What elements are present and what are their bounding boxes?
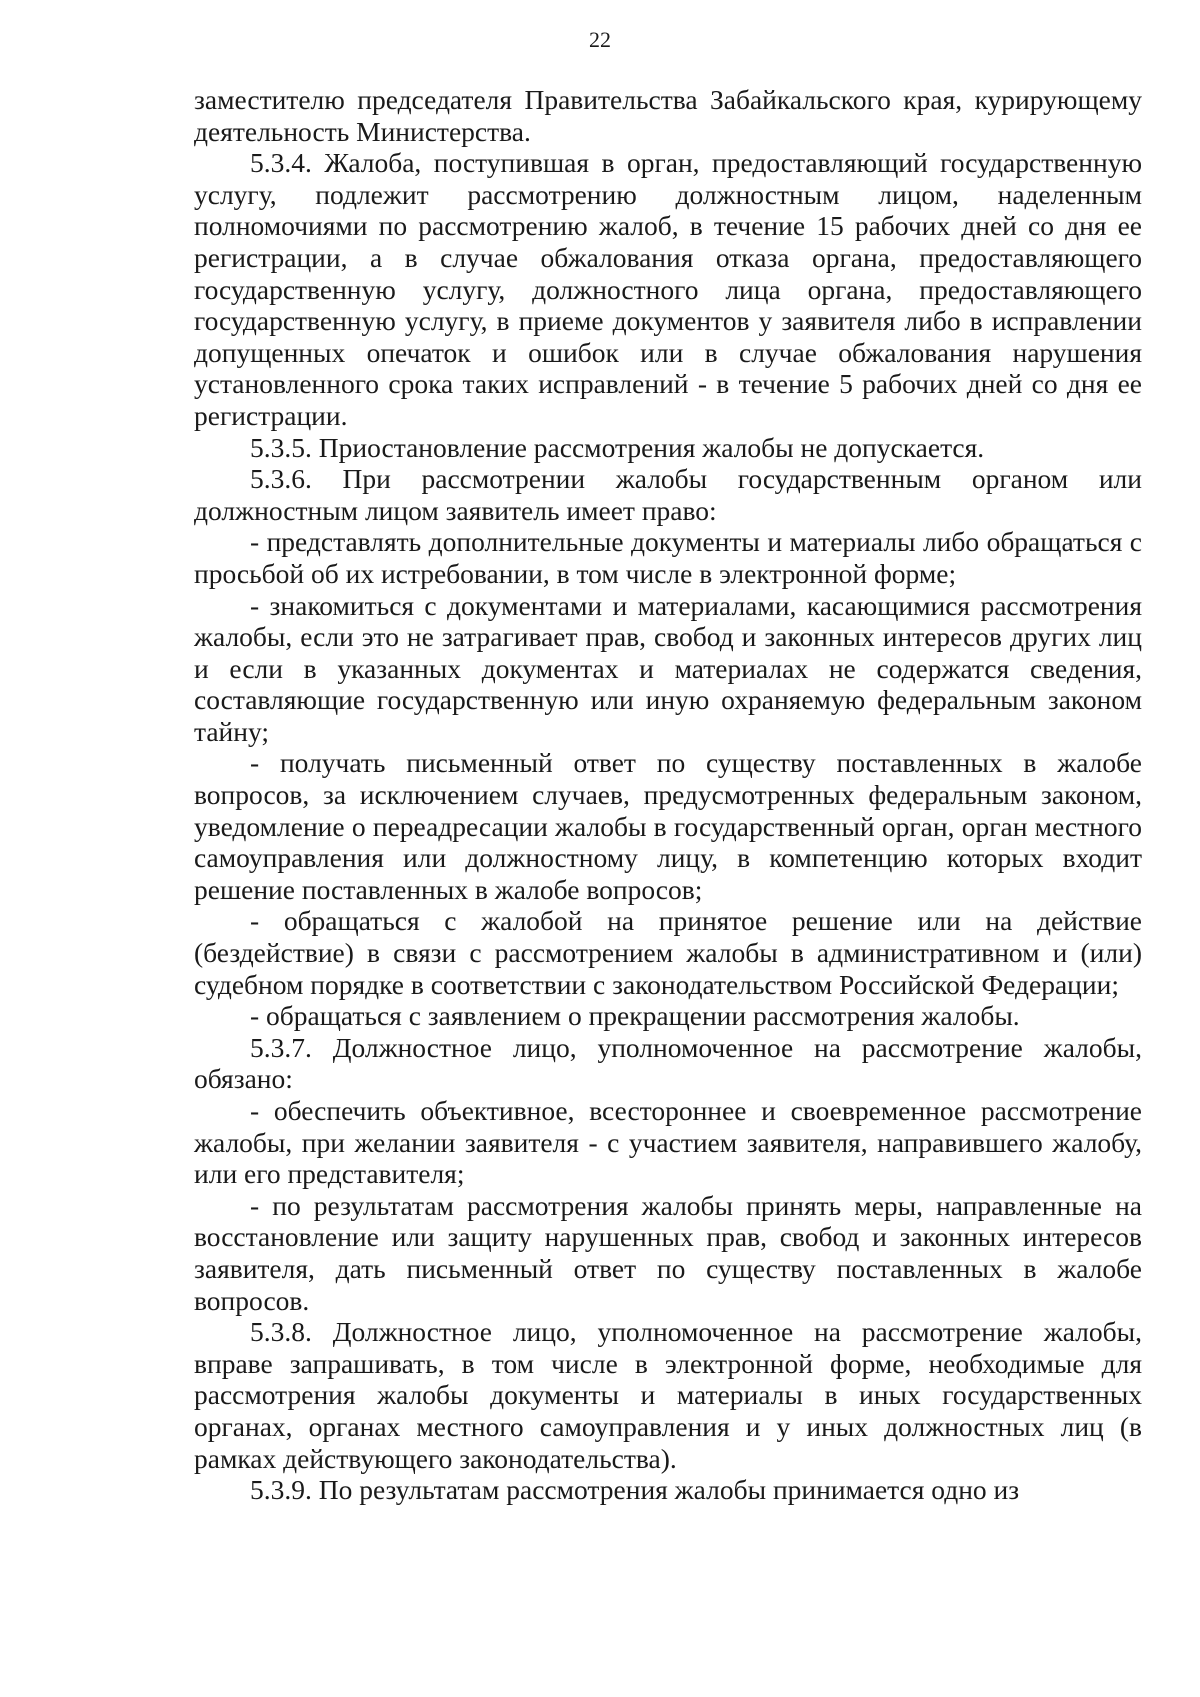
document-body [194,84,1142,1506]
paragraph-continuation: заместителю председателя Правительства Забайкальского края, курирующему деятельность Министерства. [194,84,1142,147]
paragraph-5-3-6: 5.3.6. При рассмотрении жалобы государственным органом или должностным лицом заявитель имеет право: [194,463,1142,526]
list-item-take-measures: - по результатам рассмотрения жалобы принять меры, направленные на восстановление или защиту нарушенных прав, свобод и законных интересов заявителя, дать письменный ответ по существу поставленных в жалобе вопросов. [194,1189,1142,1316]
page-number: 22 [589,27,611,52]
paragraph-5-3-8: 5.3.8. Должностное лицо, уполномоченное на рассмотрение жалобы, вправе запрашивать, в том числе в электронной форме, необходимые для рассмотрения жалобы документы и материалы в иных государственных органах, органах местного самоуправления и у иных должностных лиц (в рамках действующего законодательства). [194,1316,1142,1474]
paragraph-5-3-4: 5.3.4. Жалоба, поступившая в орган, предоставляющий государственную услугу, подлежит рассмотрению должностным лицом, наделенным полномочиями по рассмотрению жалоб, в течение 15 рабочих дней со дня ее регистрации, а в случае обжалования отказа органа, предоставляющего государственную услугу, должностного лица органа, предоставляющего государственную услугу, в приеме документов у заявителя либо в исправлении допущенных опечаток и ошибок или в случае обжалования нарушения установленного срока таких исправлений - в течение 5 рабочих дней со дня ее регистрации. [194,147,1142,431]
list-item-submit-documents: - представлять дополнительные документы и материалы либо обращаться с просьбой об их истребовании, в том числе в электронной форме; [194,526,1142,589]
list-item-withdraw-complaint: - обращаться с заявлением о прекращении рассмотрения жалобы. [250,1000,1020,1032]
list-item-receive-answer: - получать письменный ответ по существу поставленных в жалобе вопросов, за исключением случаев, предусмотренных федеральным законом, уведомление о переадресации жалобы в государственный орган, орган местного самоуправления или должностному лицу, в компетенцию которых входит решение поставленных в жалобе вопросов; [194,747,1142,905]
list-item-ensure-review: - обеспечить объективное, всестороннее и своевременное рассмотрение жалобы, при желании заявителя - с участием заявителя, направившего жалобу, или его представителя; [194,1095,1142,1190]
list-item-review-materials: - знакомиться с документами и материалами, касающимися рассмотрения жалобы, если это не затрагивает прав, свобод и законных интересов других лиц и если в указанных документах и материалах не содержатся сведения, составляющие государственную или иную охраняемую федеральным законом тайну; [194,589,1142,747]
list-item-appeal-decision: - обращаться с жалобой на принятое решение или на действие (бездействие) в связи с рассмотрением жалобы в административном и (или) судебном порядке в соответствии с законодательством Российской Федерации; [194,905,1142,1000]
paragraph-5-3-7: 5.3.7. Должностное лицо, уполномоченное на рассмотрение жалобы, обязано: [194,1031,1142,1095]
paragraph-5-3-5: 5.3.5. Приостановление рассмотрения жалобы не допускается. [250,431,985,463]
paragraph-5-3-9: 5.3.9. По результатам рассмотрения жалобы принимается одно из [250,1474,1020,1506]
